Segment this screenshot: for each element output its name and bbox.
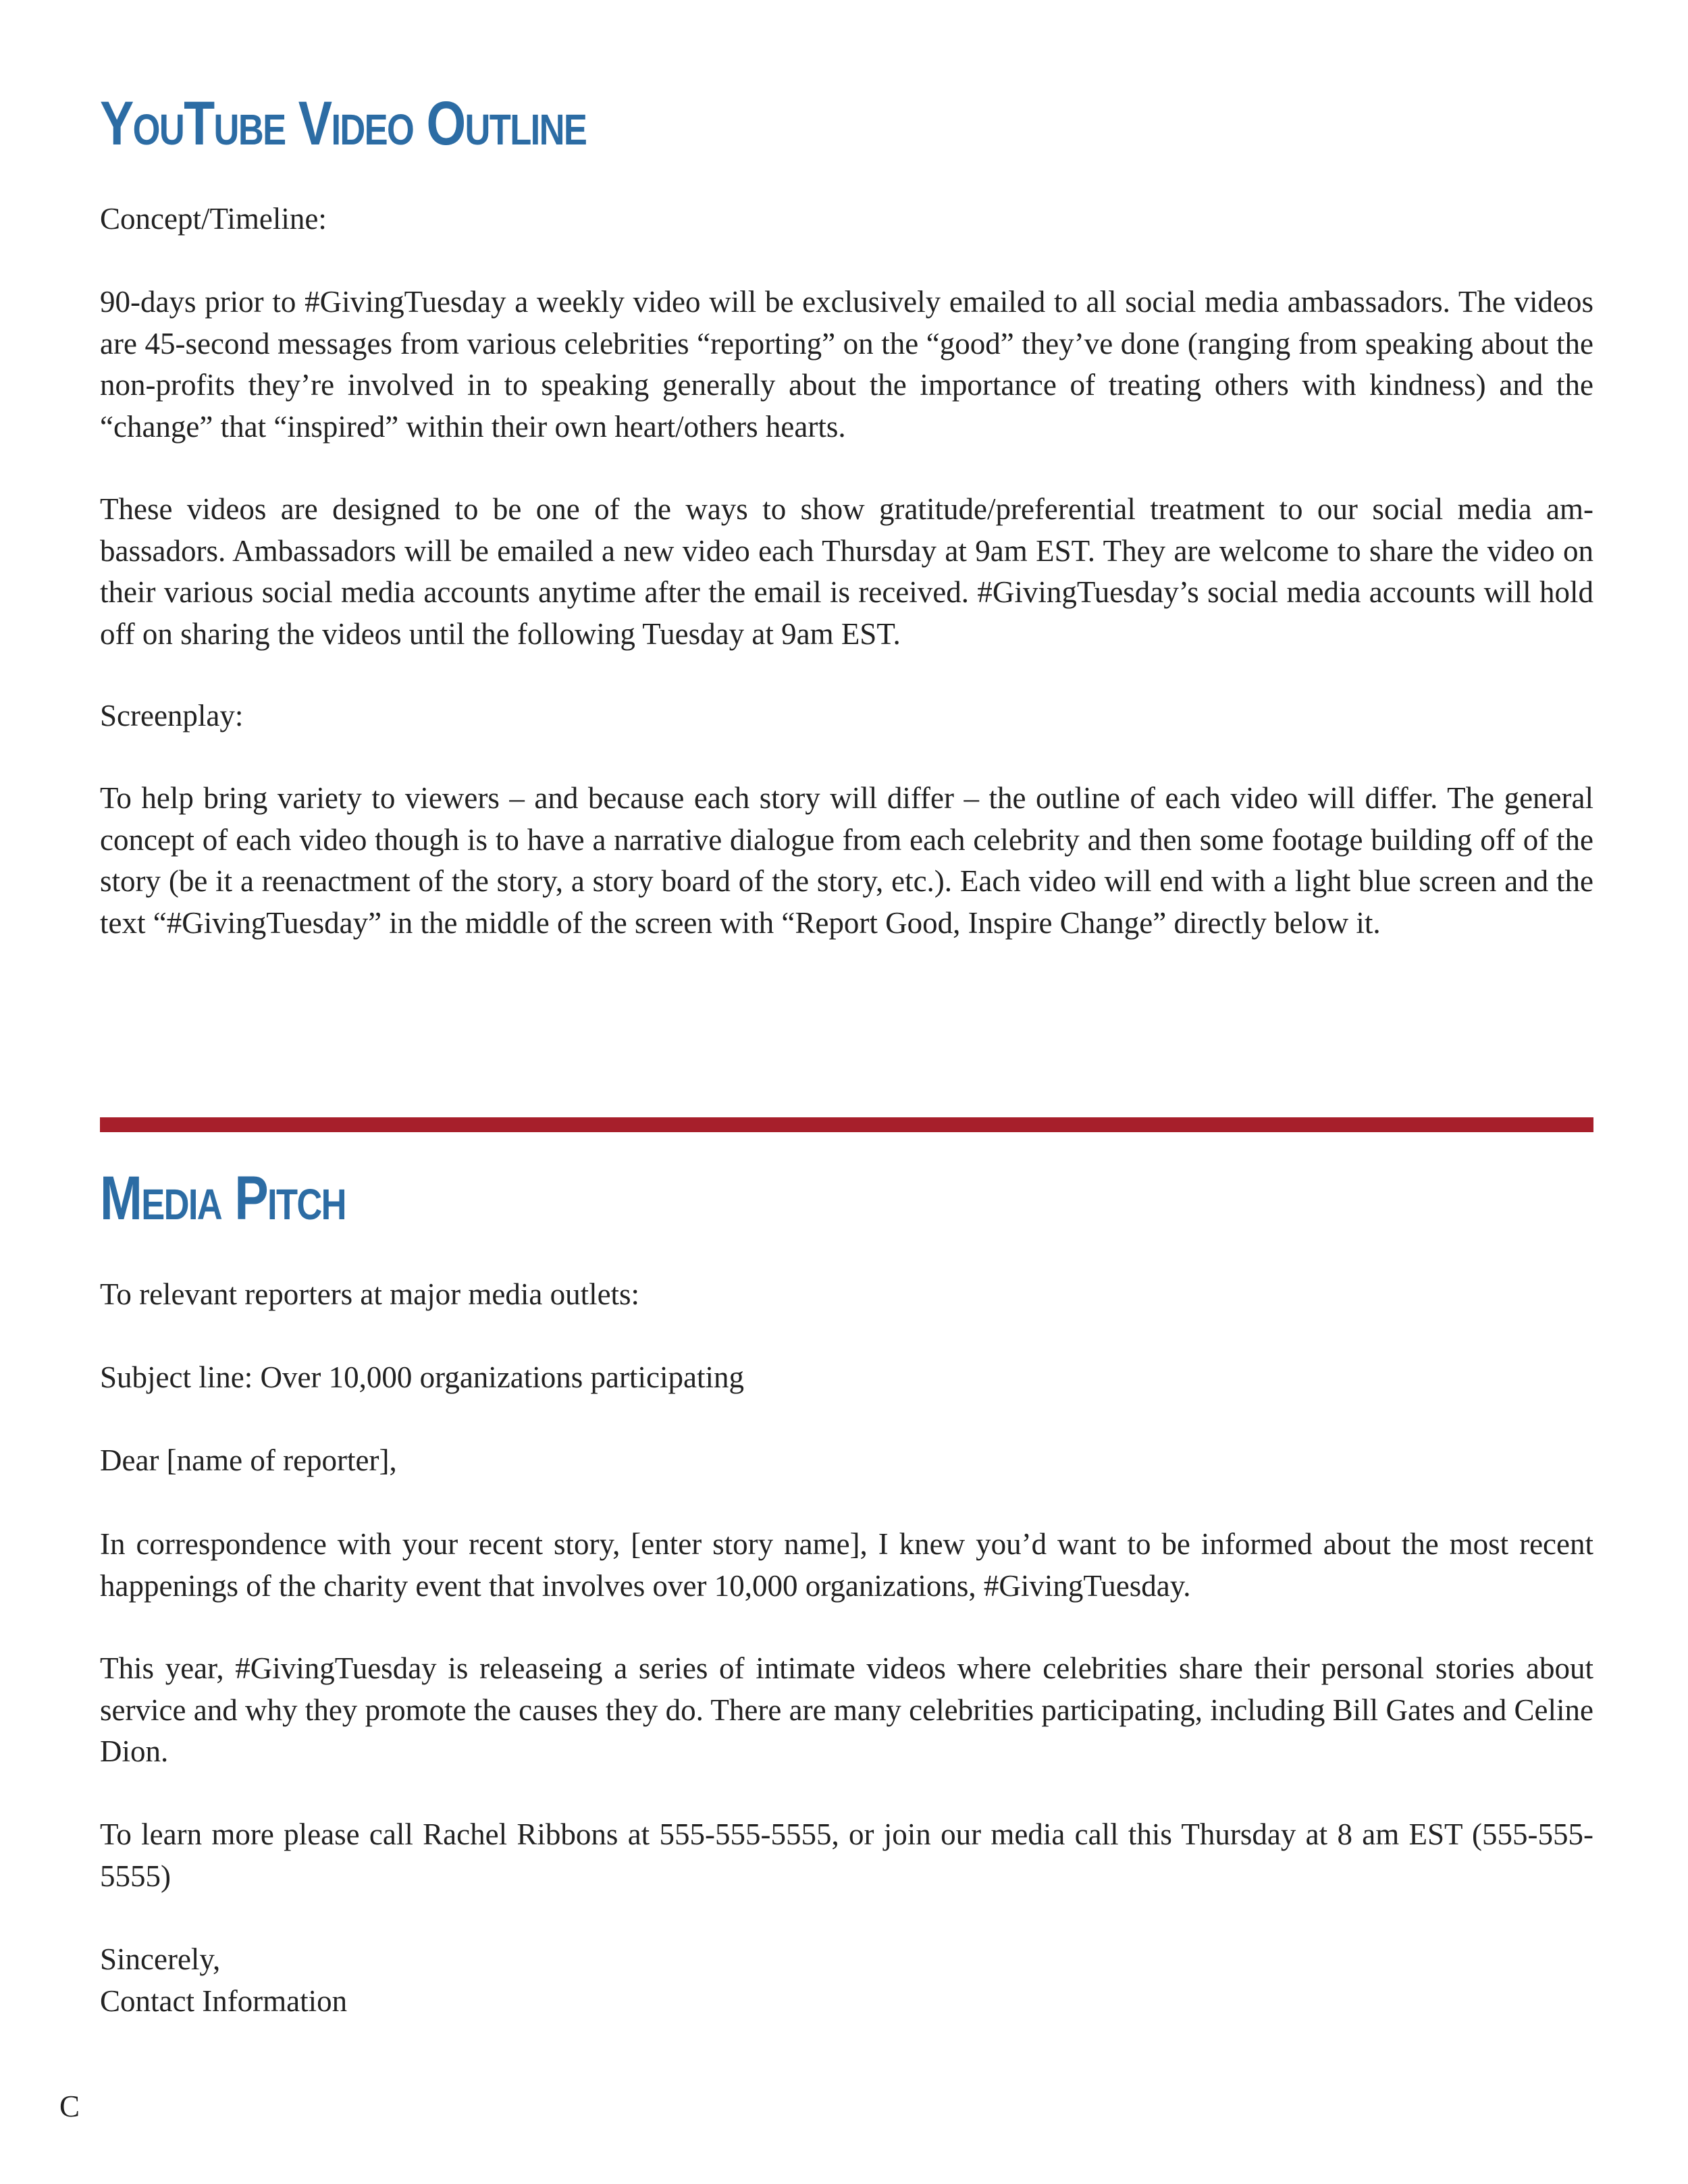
outline-paragraph-2: These videos are designed to be one of the ways to show gratitude/preferential treatment to our social media am-bassadors. Ambassadors will be emailed a new video each Thursday at 9am EST. They are welcome to share the video on their various social media accounts anytime after the email is received. #GivingTuesday’s social media accounts will hold off on sharing the videos until the following Tuesday at 9am EST. — [100, 492, 1593, 651]
screenplay-label: Screenplay: — [100, 699, 244, 733]
media-pitch-heading: Media Pitch — [100, 1164, 346, 1233]
pitch-recipient: To relevant reporters at major media outlets: — [100, 1277, 640, 1311]
pitch-paragraph-3: To learn more please call Rachel Ribbons at 555-555-5555, or join our media call this Thursday at 8 am EST (555-555-5555) — [100, 1817, 1593, 1893]
pitch-closing: Sincerely, — [100, 1942, 221, 1976]
page-marker: C — [59, 2089, 80, 2123]
pitch-subject-line: Subject line: Over 10,000 organizations participating — [100, 1360, 744, 1394]
pitch-greeting: Dear [name of reporter], — [100, 1443, 397, 1477]
youtube-outline-heading: YouTube Video Outline — [100, 89, 587, 158]
outline-paragraph-1: 90-days prior to #GivingTuesday a weekly video will be exclusively emailed to all social media ambassadors. The videos are 45-second messages from various celebrities “reporting” on the “good” they’ve done (ranging from speaking about the non-profits they’re involved in to speaking generally about the importance of treating others with kindness) and the “change” that “inspired” within their own heart/others hearts. — [100, 285, 1593, 444]
pitch-paragraph-1: In correspondence with your recent story, [enter story name], I knew you’d want to be informed about the most recent happenings of the charity event that involves over 10,000 organizations, #GivingTuesday. — [100, 1527, 1593, 1603]
concept-timeline-label: Concept/Timeline: — [100, 202, 327, 236]
pitch-paragraph-2: This year, #GivingTuesday is releaseing a series of intimate videos where celebrities share their personal stories about service and why they promote the causes they do. There are many celebrities participating, including Bill Gates and Celine Dion. — [100, 1651, 1593, 1768]
pitch-signature: Contact Information — [100, 1984, 348, 2018]
section-divider — [100, 1117, 1593, 1132]
outline-paragraph-3: To help bring variety to viewers – and because each story will differ – the outline of each video will differ. The general concept of each video though is to have a narrative dialogue from each celebrity and then some footage building off of the story (be it a reenactment of the story, a story board of the story, etc.). Each video will end with a light blue screen and the text “#GivingTuesday” in the middle of the screen with “Report Good, Inspire Change” directly below it. — [100, 781, 1593, 940]
